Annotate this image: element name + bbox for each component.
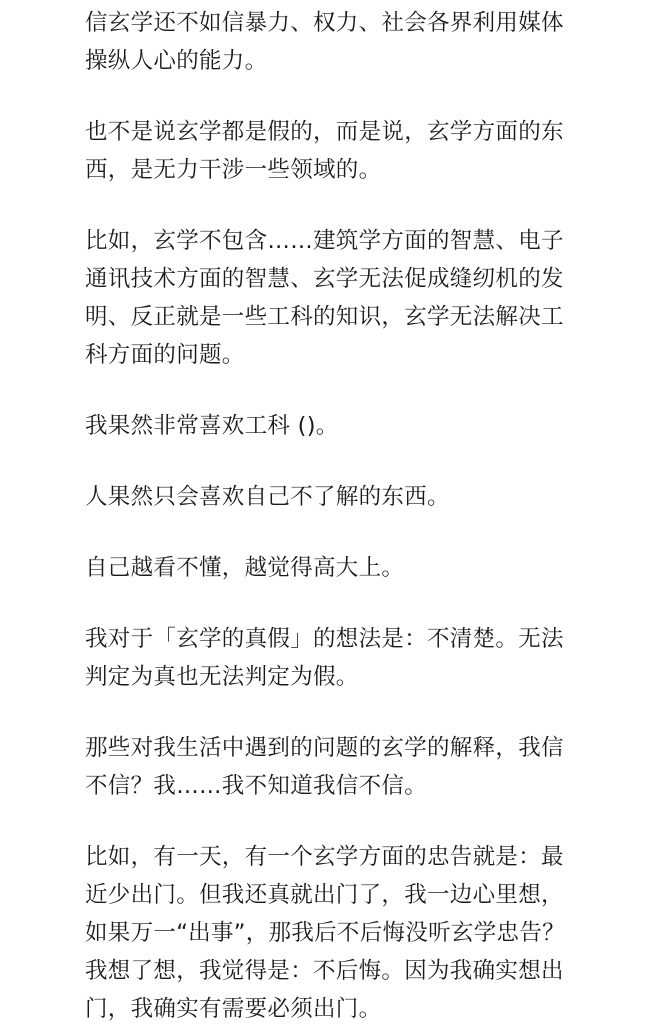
text-line: 如果万一“出事”，那我后不后悔没听玄学忠告？: [85, 920, 565, 946]
text-line: 门，我确实有需要必须出门。: [85, 996, 382, 1022]
text-line: 人果然只会喜欢自己不了解的东西。: [85, 484, 450, 510]
text-line: 也不是说玄学都是假的，而是说，玄学方面的东: [85, 119, 564, 145]
text-line: 信玄学还不如信暴力、权力、社会各界利用媒体: [85, 10, 564, 36]
text-line: 判定为真也无法判定为假。: [85, 664, 359, 690]
text-line: 通讯技术方面的智慧、玄学无法促成缝纫机的发: [85, 266, 564, 292]
paragraph: [85, 113, 637, 189]
text-line: 不信？我……我不知道我信不信。: [85, 773, 428, 799]
text-line: 明、反正就是一些工科的知识，玄学无法解决工: [85, 304, 564, 330]
text-line: 比如，有一天，有一个玄学方面的忠告就是：最: [85, 844, 564, 870]
paragraph: [85, 407, 637, 445]
paragraph: [85, 222, 637, 374]
text-line: 那些对我生活中遇到的问题的玄学的解释，我信: [85, 735, 564, 761]
paragraph: [85, 729, 637, 805]
text-line: 自己越看不懂，越觉得高大上。: [85, 555, 405, 581]
paragraph: [85, 549, 637, 587]
paragraph: [85, 4, 637, 80]
paragraph: [85, 838, 637, 1028]
article-body: [85, 4, 637, 1028]
text-line: 近少出门。但我还真就出门了，我一边心里想，: [85, 882, 564, 908]
paragraph: [85, 620, 637, 696]
text-line: 我想了想，我觉得是：不后悔。因为我确实想出: [85, 958, 564, 984]
paragraph: [85, 478, 637, 516]
text-line: 西，是无力干涉一些领域的。: [85, 157, 382, 183]
text-line: 操纵人心的能力。: [85, 48, 268, 74]
text-line: 我对于「玄学的真假」的想法是：不清楚。无法: [85, 626, 564, 652]
text-line: 科方面的问题。: [85, 342, 245, 368]
text-line: 比如，玄学不包含……建筑学方面的智慧、电子: [85, 228, 564, 254]
text-line: 我果然非常喜欢工科 ()。: [85, 413, 339, 439]
